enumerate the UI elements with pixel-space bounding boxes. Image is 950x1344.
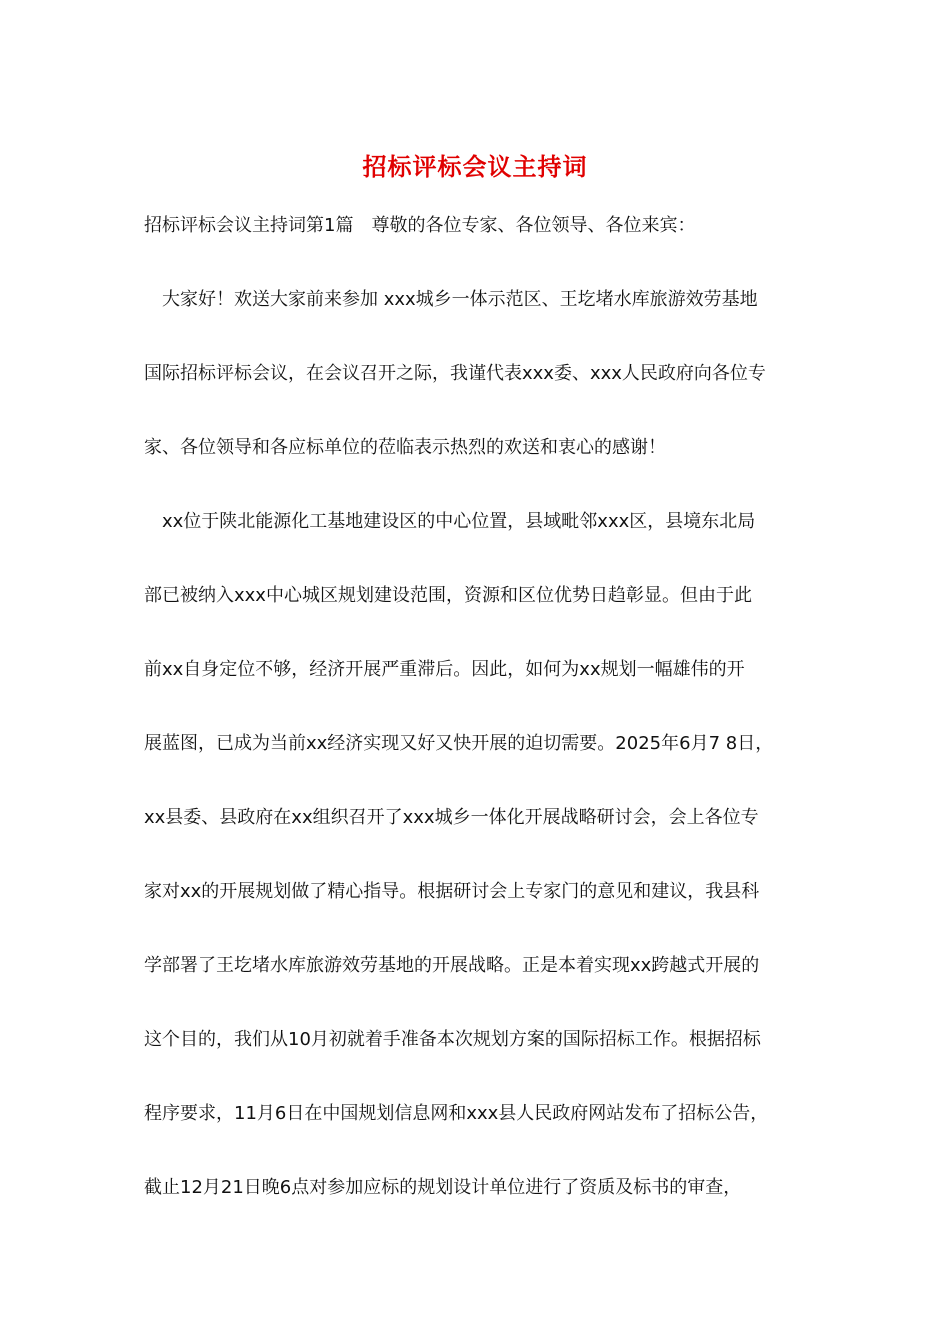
body-line: 截止12月21日晚6点对参加应标的规划设计单位进行了资质及标书的审查， bbox=[144, 1177, 742, 1198]
body-line: 国际招标评标会议，在会议召开之际，我谨代表xxx委、xxx人民政府向各位专 bbox=[144, 363, 766, 384]
body-line: 家对xx的开展规划做了精心指导。根据研讨会上专家门的意见和建议，我县科 bbox=[144, 881, 760, 902]
body-line: 展蓝图，已成为当前xx经济实现又好又快开展的迫切需要。2025年6月7 8日， bbox=[144, 733, 774, 754]
body-line: 这个目的，我们从10月初就着手准备本次规划方案的国际招标工作。根据招标 bbox=[144, 1029, 761, 1050]
body-line: 前xx自身定位不够，经济开展严重滞后。因此，如何为xx规划一幅雄伟的开 bbox=[144, 659, 745, 680]
body-line: 部已被纳入xxx中心城区规划建设范围，资源和区位优势日趋彰显。但由于此 bbox=[144, 585, 752, 606]
body-line: 家、各位领导和各应标单位的莅临表示热烈的欢送和衷心的感谢！ bbox=[144, 437, 666, 458]
body-line: 程序要求，11月6日在中国规划信息网和xxx县人民政府网站发布了招标公告， bbox=[144, 1103, 769, 1124]
body-line: 招标评标会议主持词第1篇 尊敬的各位专家、各位领导、各位来宾： bbox=[144, 215, 696, 236]
body-line: xx位于陕北能源化工基地建设区的中心位置，县域毗邻xxx区，县境东北局 bbox=[162, 511, 756, 532]
body-line: 大家好！欢送大家前来参加 xxx城乡一体示范区、王圪堵水库旅游效劳基地 bbox=[162, 289, 758, 310]
body-line: xx县委、县政府在xx组织召开了xxx城乡一体化开展战略研讨会，会上各位专 bbox=[144, 807, 759, 828]
document-title: 招标评标会议主持词 bbox=[362, 152, 588, 181]
document-body bbox=[144, 208, 814, 1206]
body-line: 学部署了王圪堵水库旅游效劳基地的开展战略。正是本着实现xx跨越式开展的 bbox=[144, 955, 760, 976]
